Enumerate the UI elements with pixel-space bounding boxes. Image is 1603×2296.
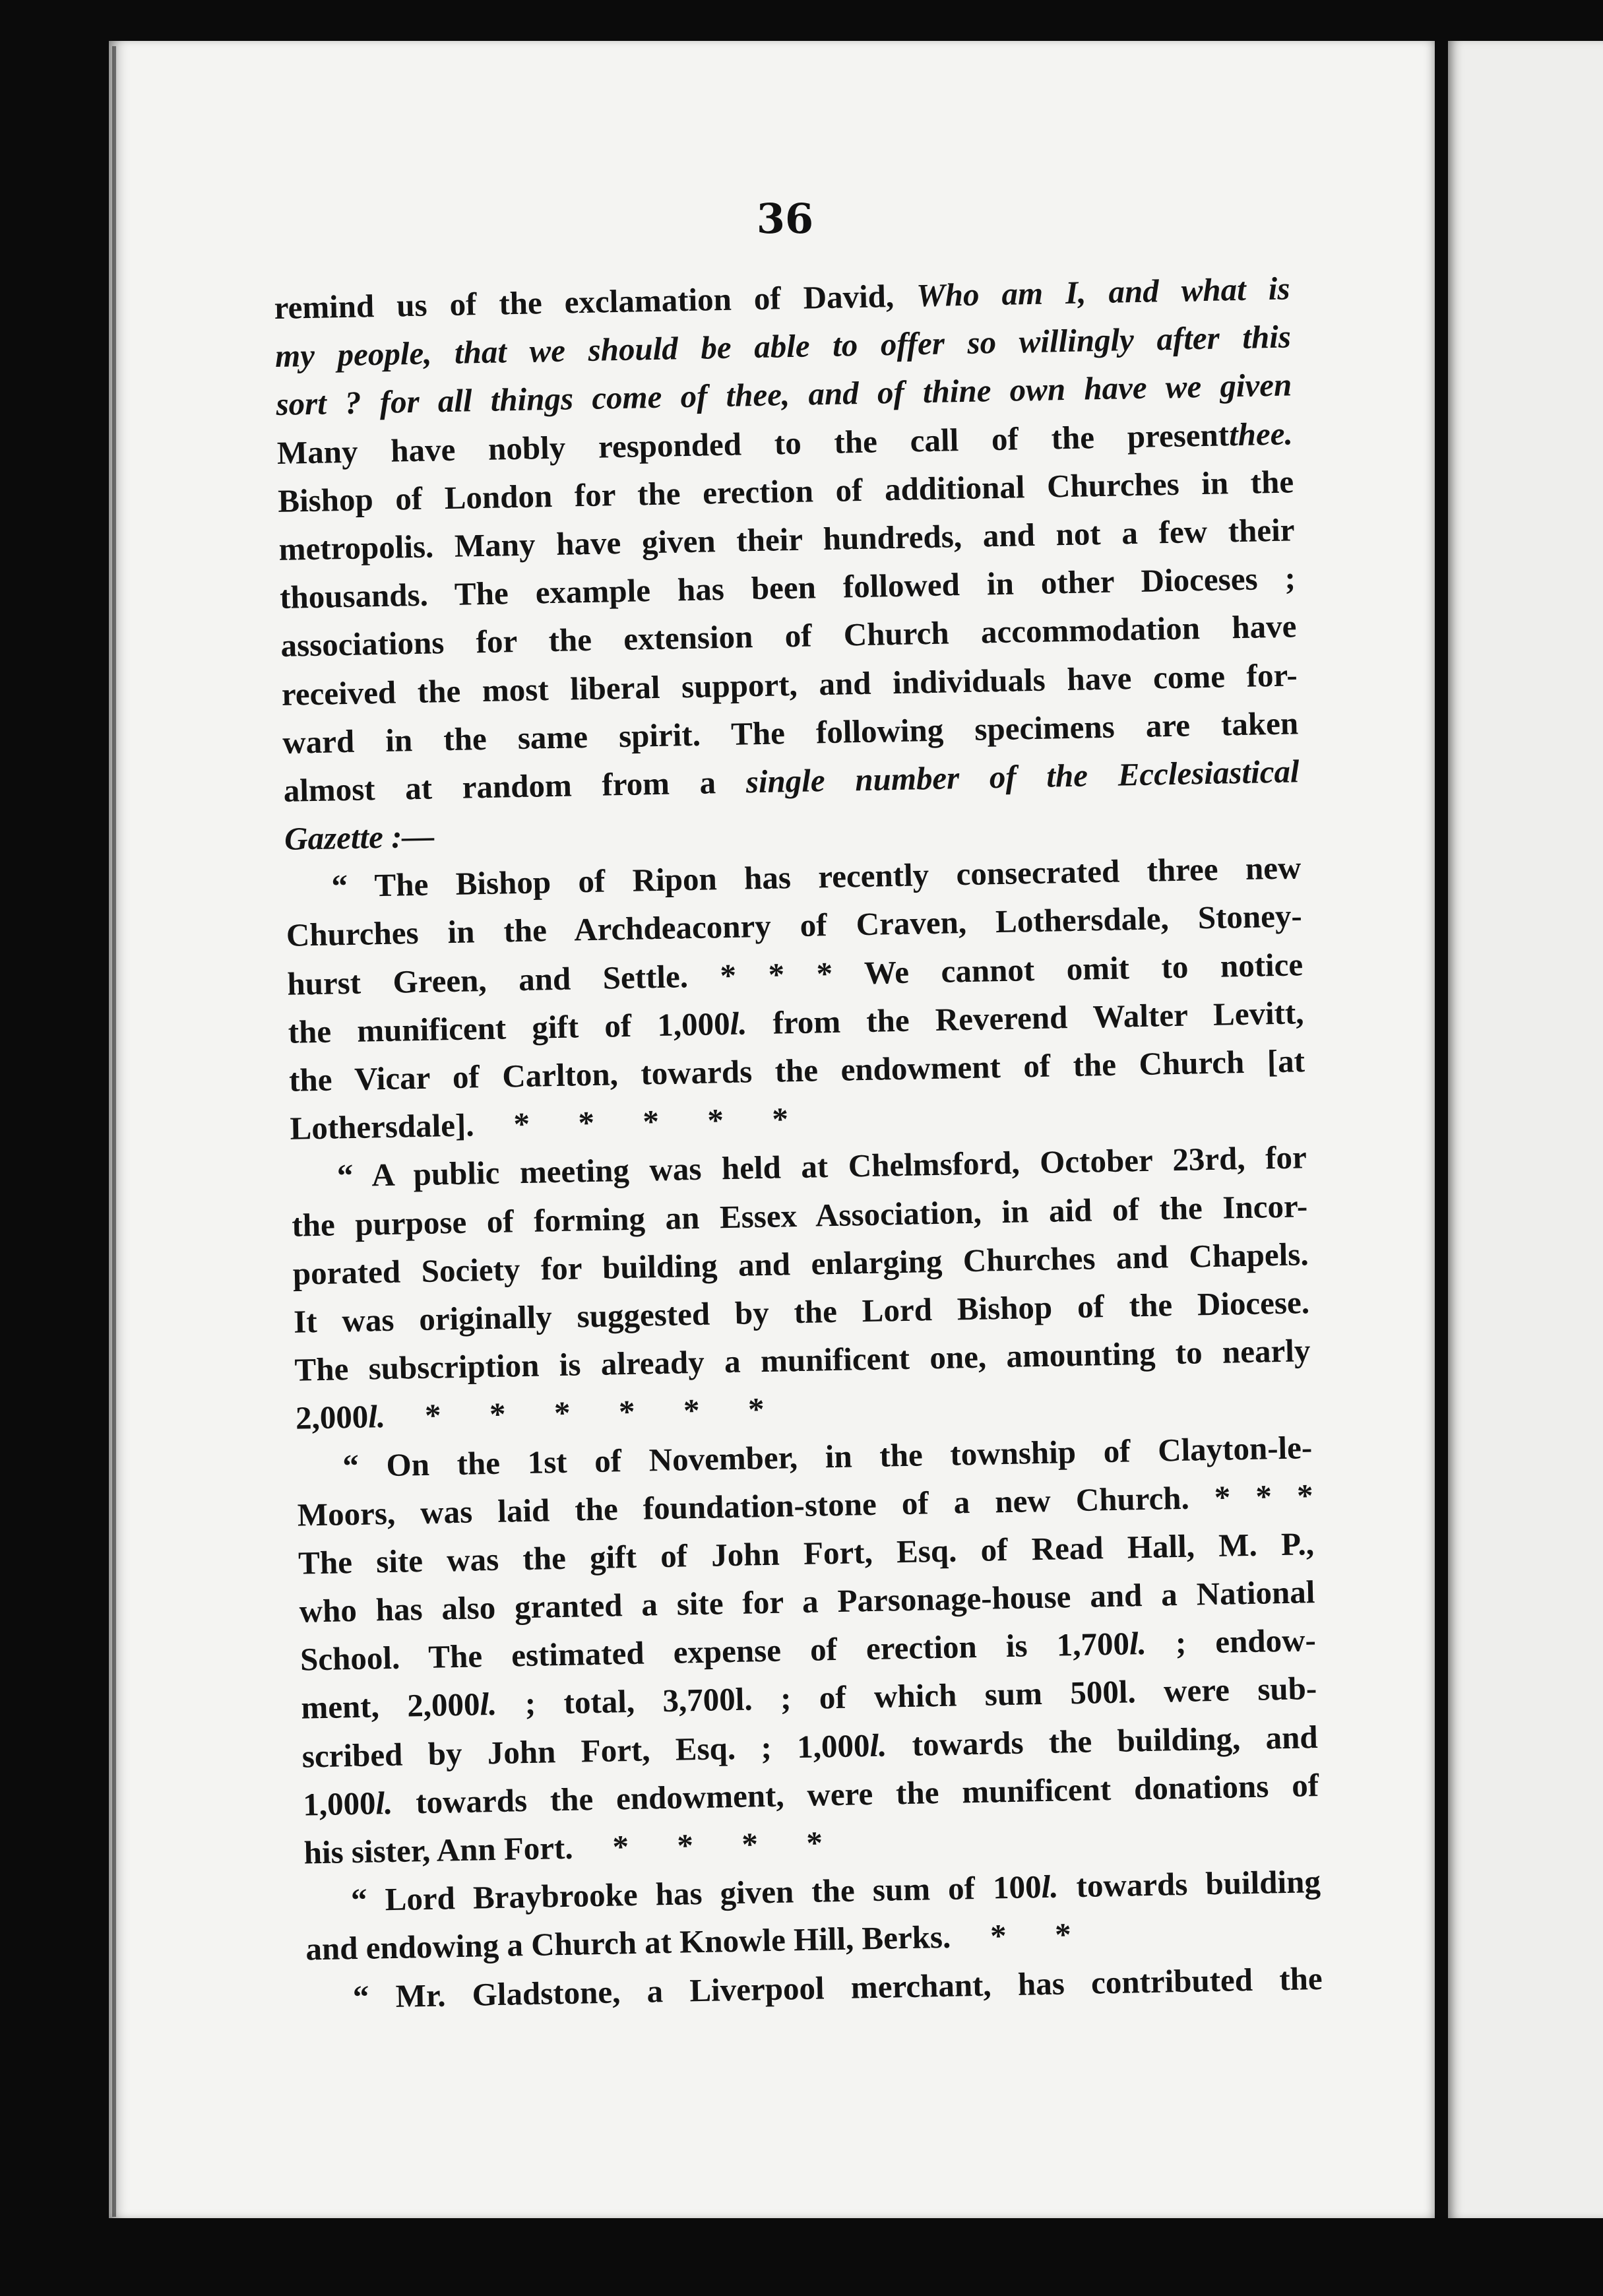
text-run: towards the endowment, were the munificent donations of [392, 1766, 1319, 1821]
italic-text: single number of the Ecclesiastical [745, 753, 1300, 800]
italic-text: Who am I, and what is [916, 270, 1290, 314]
page-number: 36 [756, 195, 814, 243]
italic-text: l. [1041, 1868, 1059, 1905]
italic-text: l. [1129, 1625, 1147, 1662]
text-run: metropolis. Many have given their hundreds, and not a few their [278, 511, 1295, 567]
body-text [274, 264, 1323, 2022]
italic-text: sort ? for all things come of thee, and of thine own have we given [275, 366, 1292, 423]
italic-text: thee. [1228, 414, 1294, 453]
text-run: ; total, 3,700l. ; of which sum 500l. were sub- [496, 1670, 1317, 1723]
text-run: “ A public meeting was held at Chelmsford, October 23rd, for [336, 1139, 1307, 1194]
text-run: 2,000 [295, 1398, 369, 1436]
spacer [573, 1858, 613, 1859]
text-run: thousands. The example has been followed in other Dioceses ; [279, 559, 1296, 616]
page-gutter-shadow [112, 46, 116, 2217]
text-run: “ On the 1st of November, in the township of Clayton-le- [342, 1428, 1313, 1484]
text-run: “ The Bishop of Ripon has recently consecrated three new [331, 849, 1302, 905]
text-run: 1,000 [302, 1785, 377, 1823]
text-run: Many have nobly responded to the call of the present [276, 416, 1230, 471]
text-run: from the Reverend Walter Levitt, [746, 994, 1305, 1042]
text-run: porated Society for building and enlarging Churches and Chapels. [292, 1235, 1309, 1292]
italic-text: l. [730, 1005, 747, 1042]
text-run: hurst Green, and Settle. * * * We cannot omit to notice [286, 945, 1304, 1002]
text-run: Moors, was laid the foundation-stone of a new Church. * * * [297, 1477, 1314, 1533]
text-run: who has also granted a site for a Parsonage-house and a National [299, 1574, 1315, 1630]
text-run: Churches in the Archdeaconry of Craven, Lothersdale, Stoney- [286, 897, 1303, 954]
text-run: associations for the extension of Church accommodation have [280, 608, 1297, 664]
text-run: “ Lord Braybrooke has given the sum of 100 [350, 1868, 1042, 1919]
text-run: remind us of the exclamation of David, [274, 277, 917, 326]
text-run: and endowing a Church at Knowle Hill, Berks. [305, 1919, 951, 1967]
italic-text: Gazette :— [284, 817, 435, 857]
text-run: received the most liberal support, and individuals have come for- [281, 656, 1298, 713]
text-run: the munificent gift of 1,000 [288, 1005, 731, 1050]
asterisk-ellipsis: * * * * [612, 1824, 823, 1865]
text-run: The subscription is already a munificent one, amounting to nearly [294, 1332, 1311, 1388]
text-run: towards building [1057, 1863, 1321, 1905]
spacer [385, 1426, 425, 1427]
italic-text: l. [479, 1686, 497, 1723]
italic-text: l. [375, 1784, 393, 1822]
asterisk-ellipsis: * * * * * * [424, 1391, 765, 1434]
text-run: almost at random from a [283, 763, 747, 809]
asterisk-ellipsis: * * * * * [513, 1100, 789, 1143]
text-run: School. The estimated expense of erection is 1,700 [299, 1625, 1130, 1678]
text-run: “ Mr. Gladstone, a Liverpool merchant, has contributed the [352, 1960, 1323, 2015]
italic-text: l. [869, 1727, 887, 1764]
text-run: The site was the gift of John Fort, Esq. of Read Hall, M. P., [298, 1525, 1315, 1581]
text-run: Bishop of London for the erection of additional Churches in the [277, 463, 1294, 519]
text-run: the Vicar of Carlton, towards the endowment of the Church [at [288, 1042, 1305, 1099]
text-run: ; endow- [1146, 1622, 1317, 1662]
adjacent-page-edge [1448, 41, 1603, 2218]
italic-text: l. [367, 1398, 386, 1435]
italic-text: my people, that we should be able to offer so willingly after this [274, 318, 1292, 375]
text-run: Lothersdale]. [290, 1106, 475, 1147]
text-run: his sister, Ann Fort. [303, 1829, 574, 1871]
text-run: ment, 2,000 [300, 1686, 481, 1727]
text-run: ward in the same spirit. The following specimens are taken [282, 705, 1299, 761]
text-run: the purpose of forming an Essex Association, in aid of the Incor- [291, 1187, 1308, 1244]
text-run: scribed by John Fort, Esq. ; 1,000 [301, 1727, 870, 1775]
text-run: It was originally suggested by the Lord Bishop of the Diocese. [293, 1284, 1310, 1340]
spacer [951, 1947, 991, 1948]
asterisk-ellipsis: * * [990, 1916, 1072, 1954]
text-run: towards the building, and [886, 1718, 1319, 1764]
